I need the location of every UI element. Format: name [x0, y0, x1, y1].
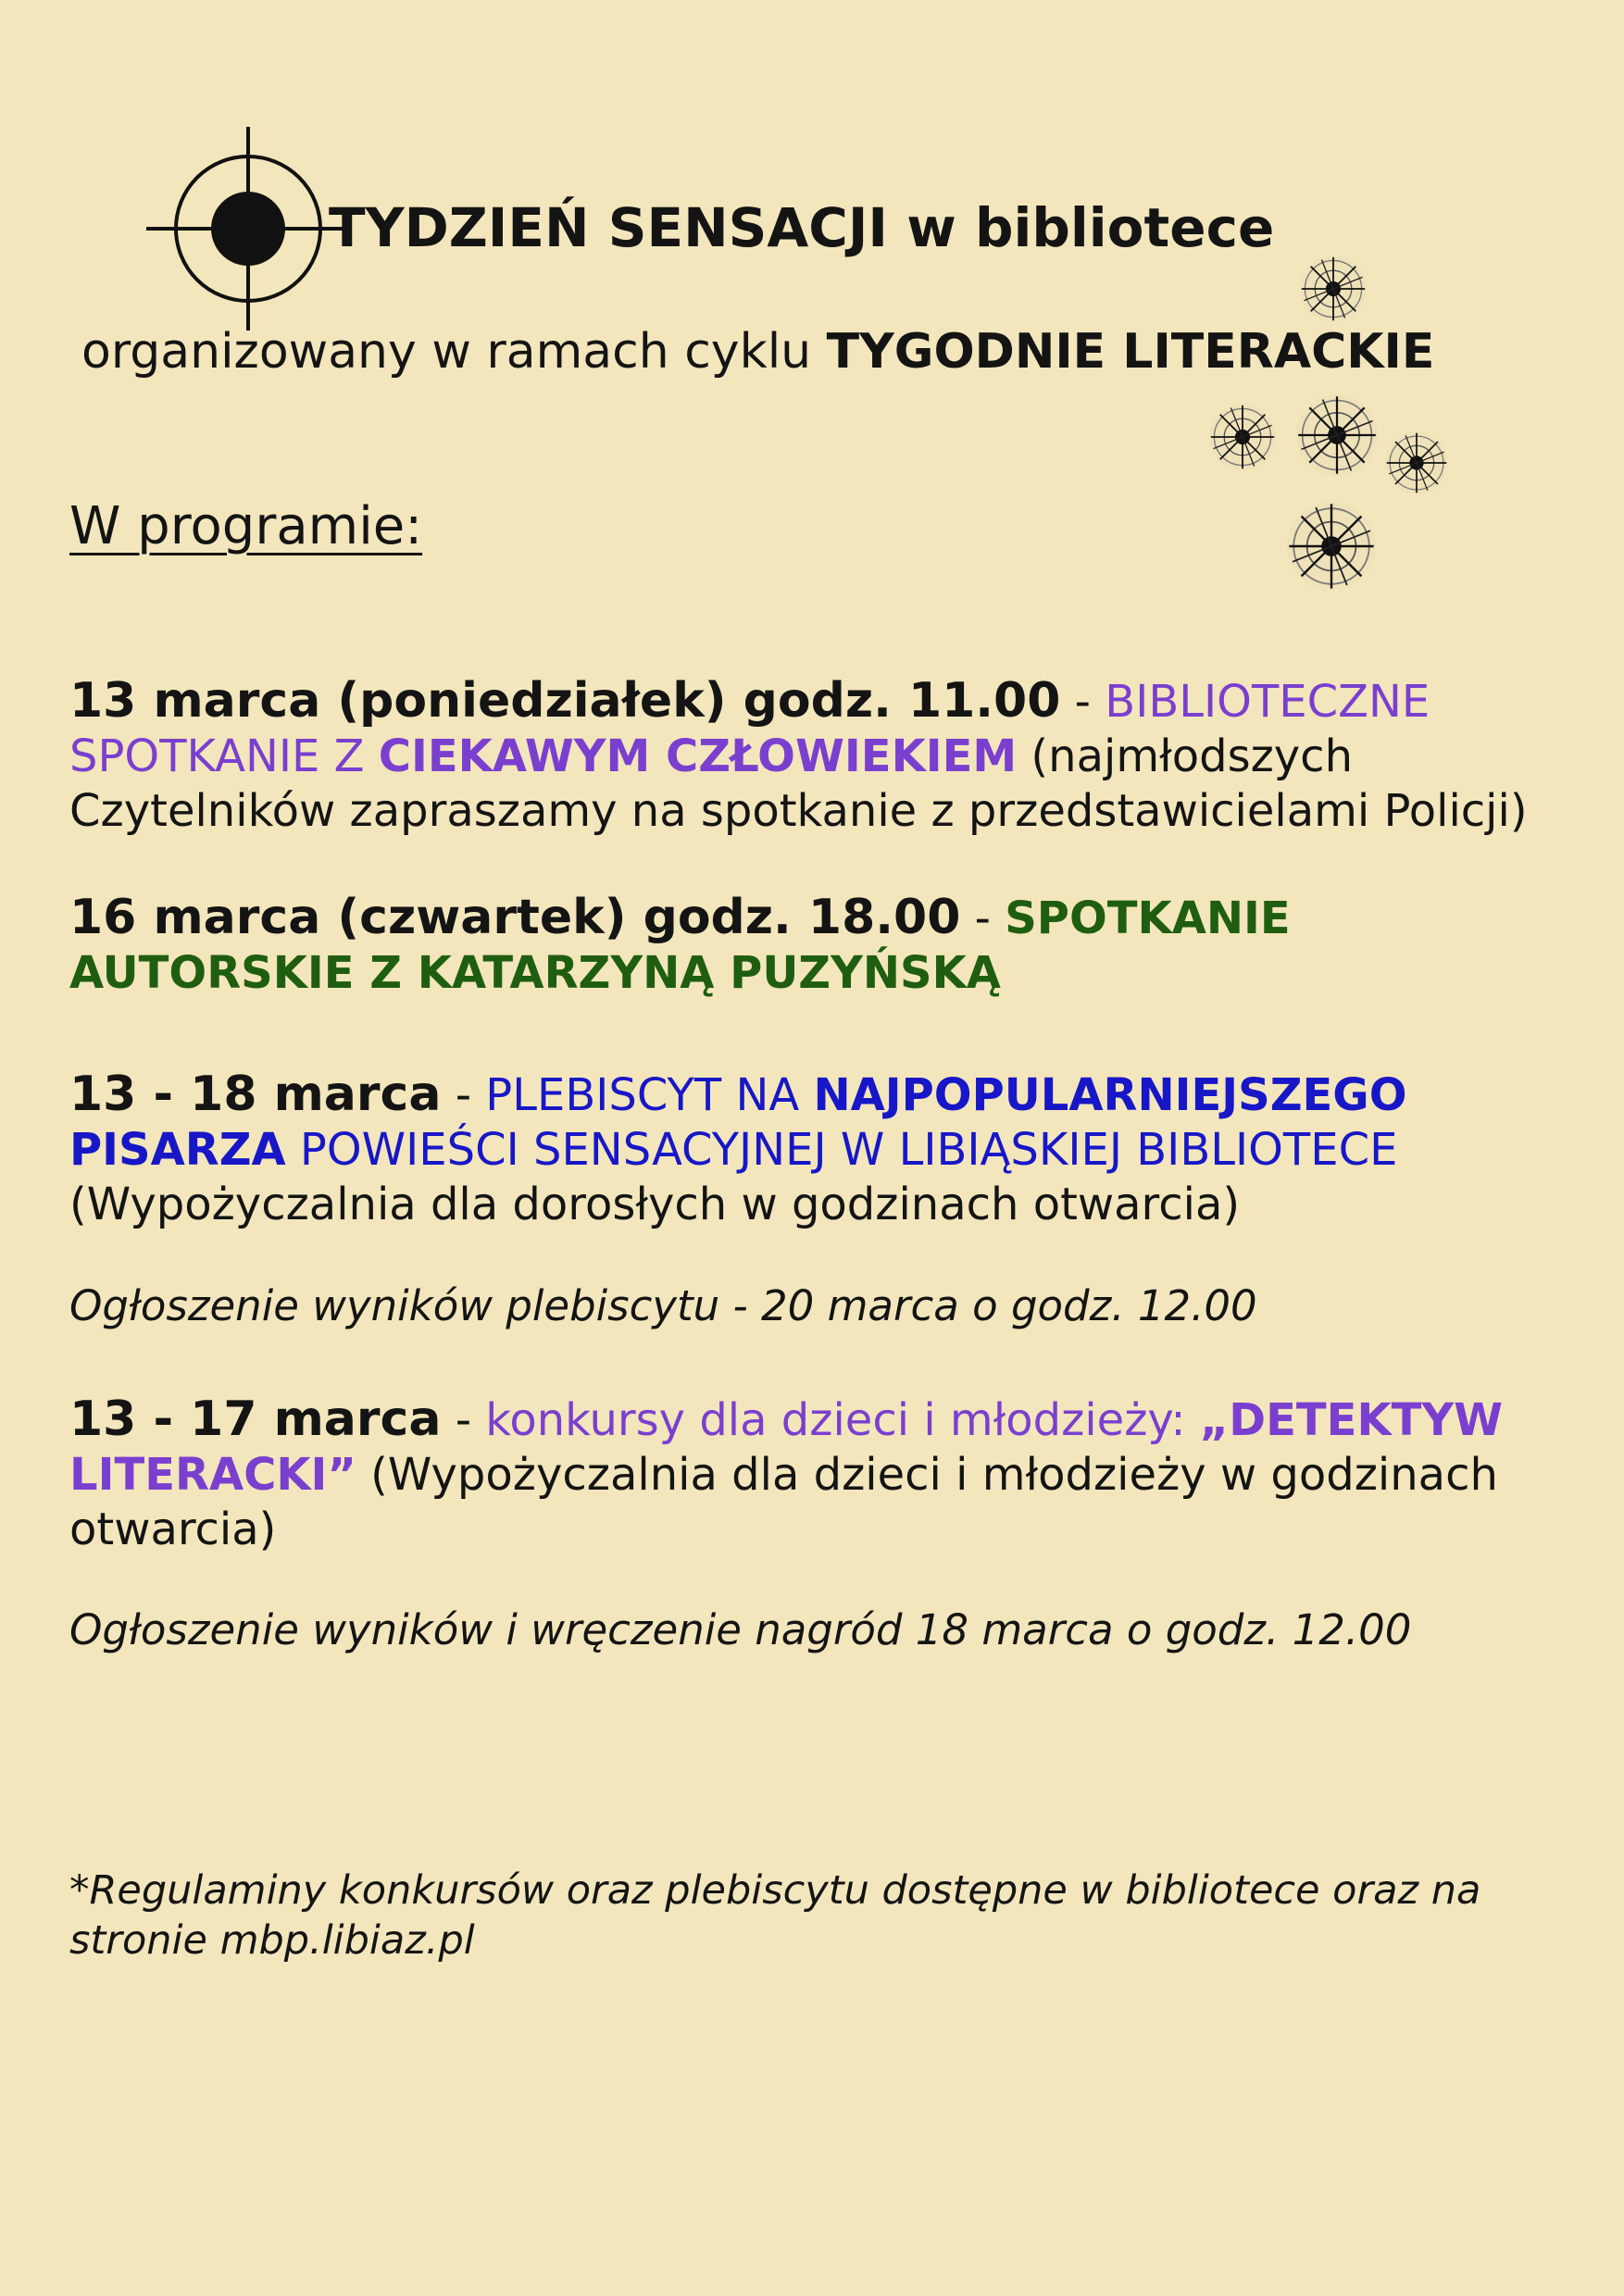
event-date: 13 - 17 marca [69, 1391, 442, 1447]
event-title: konkursy dla dzieci i młodzieży: [485, 1394, 1200, 1446]
page-title: TYDZIEŃ SENSACJI w bibliotece [329, 196, 1275, 259]
event-title: PLEBISCYT NA [485, 1069, 814, 1121]
subtitle-prefix: organizowany w ramach cyklu [81, 324, 827, 380]
subtitle-highlight: TYGODNIE LITERACKIE [826, 324, 1435, 380]
event-title-highlight: „DETEKTYW LITERACKI” [69, 1394, 1504, 1501]
event-separator: - [441, 1394, 486, 1446]
footnote: *Regulaminy konkursów oraz plebiscytu dostępne w bibliotece oraz na stronie mbp.libiaz.pl [69, 1867, 1481, 1964]
event-title: BIBLIOTECZNE SPOTKANIE Z [69, 676, 1430, 782]
event-title-highlight: NAJPOPULARNIEJSZEGO PISARZA [69, 1069, 1407, 1176]
event-item-3 [69, 1067, 1551, 1232]
event-details: (Wypożyczalnia dla dzieci i młodzieży w godzinach otwarcia) [69, 1449, 1498, 1555]
event-title-continued: POWIEŚCI SENSACYJNEJ W LIBIĄSKIEJ BIBLIOTECE [285, 1124, 1398, 1176]
event-separator: - [960, 892, 1006, 944]
event-date: 13 - 18 marca [69, 1067, 442, 1122]
event-date: 16 marca (czwartek) godz. 18.00 [69, 890, 961, 945]
bullet-holes-icon [1204, 241, 1481, 602]
event-item-1 [69, 674, 1551, 839]
event-note: Ogłoszenie wyników i wręczenie nagród 18 marca o godz. 12.00 [69, 1605, 1412, 1654]
event-date: 13 marca (poniedziałek) godz. 11.00 [69, 673, 1061, 729]
event-details: (Wypożyczalnia dla dorosłych w godzinach otwarcia) [69, 1179, 1241, 1230]
event-title: SPOTKANIE AUTORSKIE Z KATARZYNĄ PUZYŃSKĄ [69, 892, 1291, 999]
event-item-4 [69, 1392, 1551, 1557]
event-separator: - [441, 1069, 486, 1121]
page-subtitle [81, 324, 1434, 380]
program-heading: W programie: [69, 496, 423, 556]
crosshair-target-icon [139, 125, 352, 338]
event-note: Ogłoszenie wyników plebiscytu - 20 marca o godz. 12.00 [69, 1281, 1257, 1330]
event-details: (najmłodszych Czytelników zapraszamy na spotkanie z przedstawicielami Policji) [69, 730, 1528, 837]
event-separator: - [1060, 676, 1106, 728]
event-item-2 [69, 891, 1551, 1001]
event-title-highlight: CIEKAWYM CZŁOWIEKIEM [378, 730, 1018, 782]
